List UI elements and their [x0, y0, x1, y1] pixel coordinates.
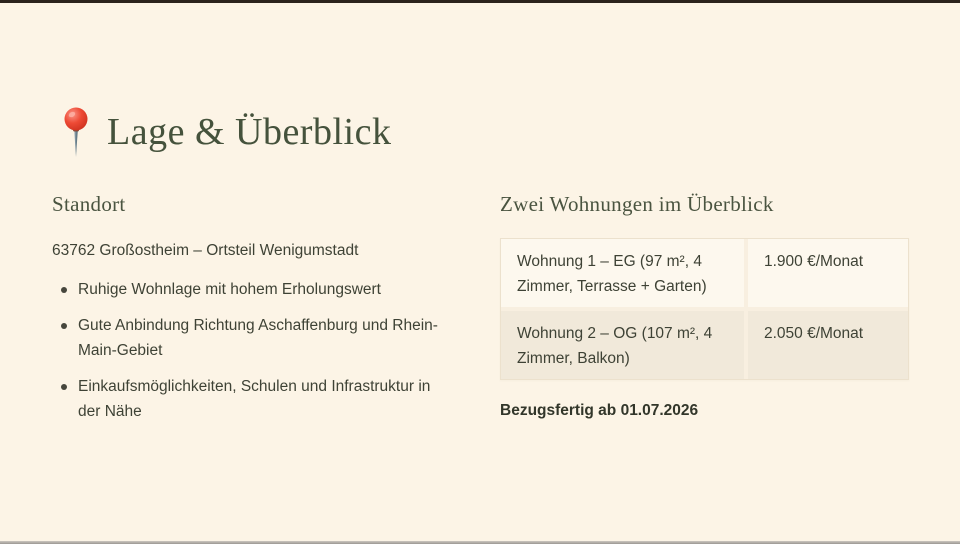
ready-date-note: Bezugsfertig ab 01.07.2026 [500, 402, 699, 419]
wohnungen-heading: Zwei Wohnungen im Überblick [500, 192, 774, 216]
round-pushpin-icon [62, 106, 90, 160]
apartments-table [500, 238, 909, 380]
page-title: Lage & Überblick [107, 111, 392, 153]
table-cell-apartment-1-label: Wohnung 1 – EG (97 m², 4 Zimmer, Terrasse + Garten) [501, 239, 744, 307]
list-item: Gute Anbindung Richtung Aschaffenburg und Rhein-Main-Gebiet [52, 313, 452, 363]
table-cell-apartment-2-price: 2.050 €/Monat [748, 311, 908, 379]
title-row [62, 106, 391, 160]
address-line: 63762 Großostheim – Ortsteil Wenigumstadt [52, 242, 359, 259]
table-cell-apartment-1-price: 1.900 €/Monat [748, 239, 908, 307]
standort-section [52, 190, 452, 435]
list-item: Einkaufsmöglichkeiten, Schulen und Infrastruktur in der Nähe [52, 374, 452, 424]
top-edge-bar [0, 0, 960, 3]
standort-heading: Standort [52, 192, 126, 216]
table-cell-apartment-2-label: Wohnung 2 – OG (107 m², 4 Zimmer, Balkon) [501, 311, 744, 379]
wohnungen-section [500, 190, 909, 421]
list-item: Ruhige Wohnlage mit hohem Erholungswert [52, 277, 452, 302]
standort-bullet-list [52, 277, 452, 424]
